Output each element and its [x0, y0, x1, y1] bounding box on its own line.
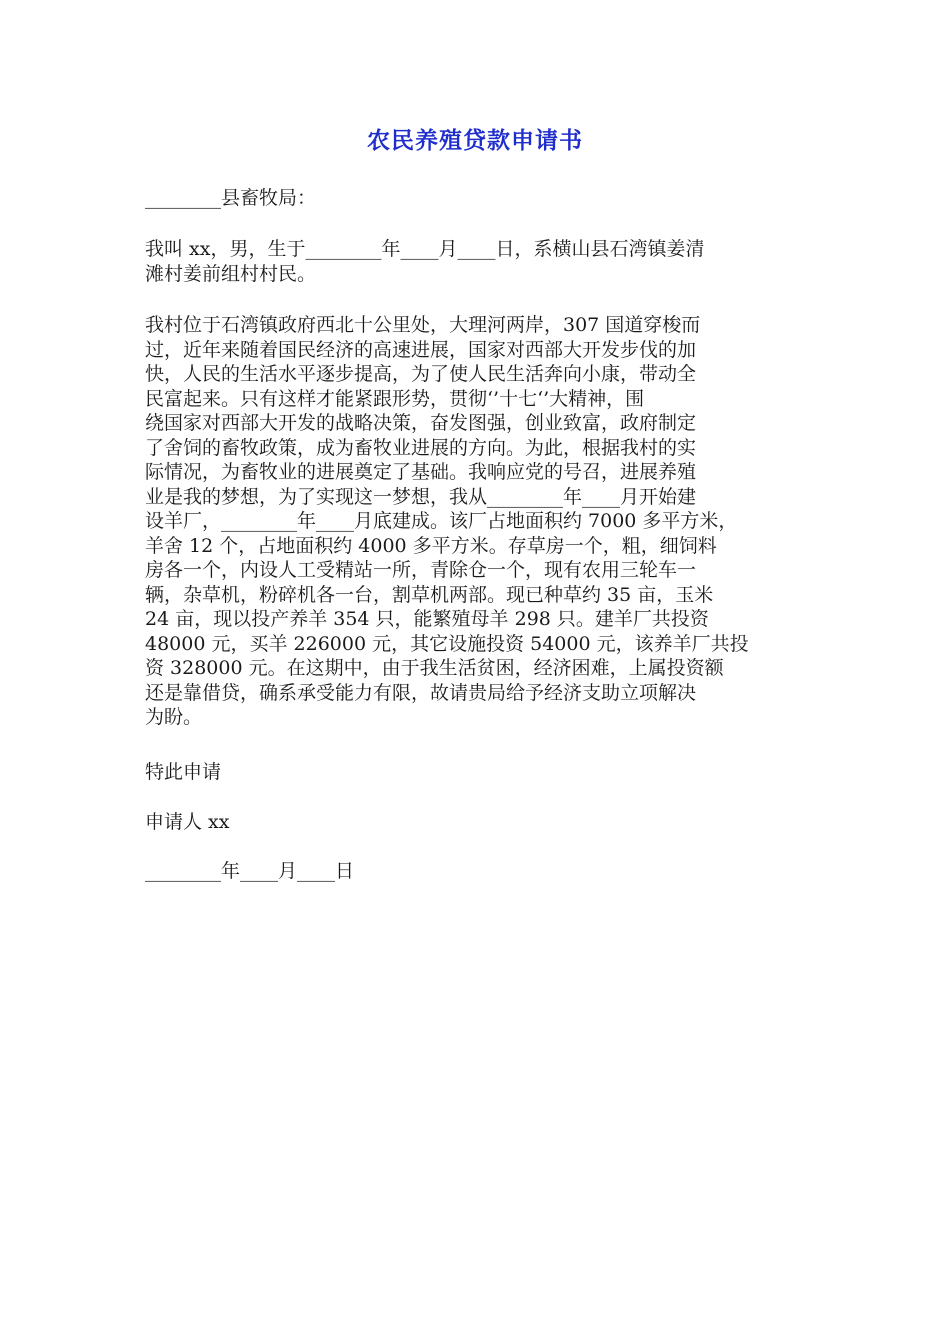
main-line: 48000 元，买羊 226000 元，其它设施投资 54000 元，该养羊厂共投: [145, 632, 749, 655]
main-line: 辆，杂草机，粉碎机各一台，割草机两部。现已种草约 35 亩，玉米: [145, 583, 714, 606]
intro-paragraph: [145, 237, 807, 286]
main-line: 资 328000 元。在这期中，由于我生活贫困，经济困难，上属投资额: [145, 657, 724, 679]
salutation: ________县畜牧局：: [145, 187, 317, 209]
intro-line: 滩村姜前组村村民。: [145, 262, 317, 285]
main-line: 快，人民的生活水平逐步提高，为了使人民生活奔向小康，带动全: [145, 363, 697, 385]
main-line: 我村位于石湾镇政府西北十公里处，大理河两岸，307 国道穿梭而: [145, 314, 701, 336]
main-line: 了舍饲的畜牧政策，成为畜牧业进展的方向。为此，根据我村的实: [145, 436, 697, 459]
main-line: 业是我的梦想，为了实现这一梦想，我从________年____月开始建: [145, 485, 697, 508]
main-line: 房各一个，内设人工受精站一所，青除仓一个，现有农用三轮车一: [145, 559, 697, 581]
main-line: 民富起来。只有这样才能紧跟形势，贯彻‘’十七‘’大精神，围: [145, 387, 645, 410]
closing-remark: 特此申请: [145, 761, 222, 783]
applicant-signature: 申请人 xx: [145, 811, 230, 833]
document-title: 农民养殖贷款申请书: [367, 128, 583, 154]
main-line: 羊舍 12 个，占地面积约 4000 多平方米。存草房一个，粗，细饲料: [145, 534, 717, 557]
main-line: 24 亩，现以投产养羊 354 只，能繁殖母羊 298 只。建羊厂共投资: [145, 608, 709, 630]
main-line: 绕国家对西部大开发的战略决策，奋发图强，创业致富，政府制定: [145, 412, 697, 434]
main-line: 设羊厂，________年____月底建成。该厂占地面积约 7000 多平方米，: [145, 510, 738, 532]
date-line: ________年____月____日: [145, 860, 355, 882]
intro-line: 我叫 xx，男，生于________年____月____日，系横山县石湾镇姜清: [145, 238, 705, 260]
main-line: 还是靠借贷，确系承受能力有限，故请贵局给予经济支助立项解决: [145, 681, 697, 704]
main-line: 过，近年来随着国民经济的高速进展，国家对西部大开发步伐的加: [145, 338, 697, 361]
main-paragraph: [145, 313, 807, 730]
main-line: 为盼。: [145, 706, 203, 728]
main-line: 际情况，为畜牧业的进展奠定了基础。我响应党的号召，进展养殖: [145, 461, 697, 483]
